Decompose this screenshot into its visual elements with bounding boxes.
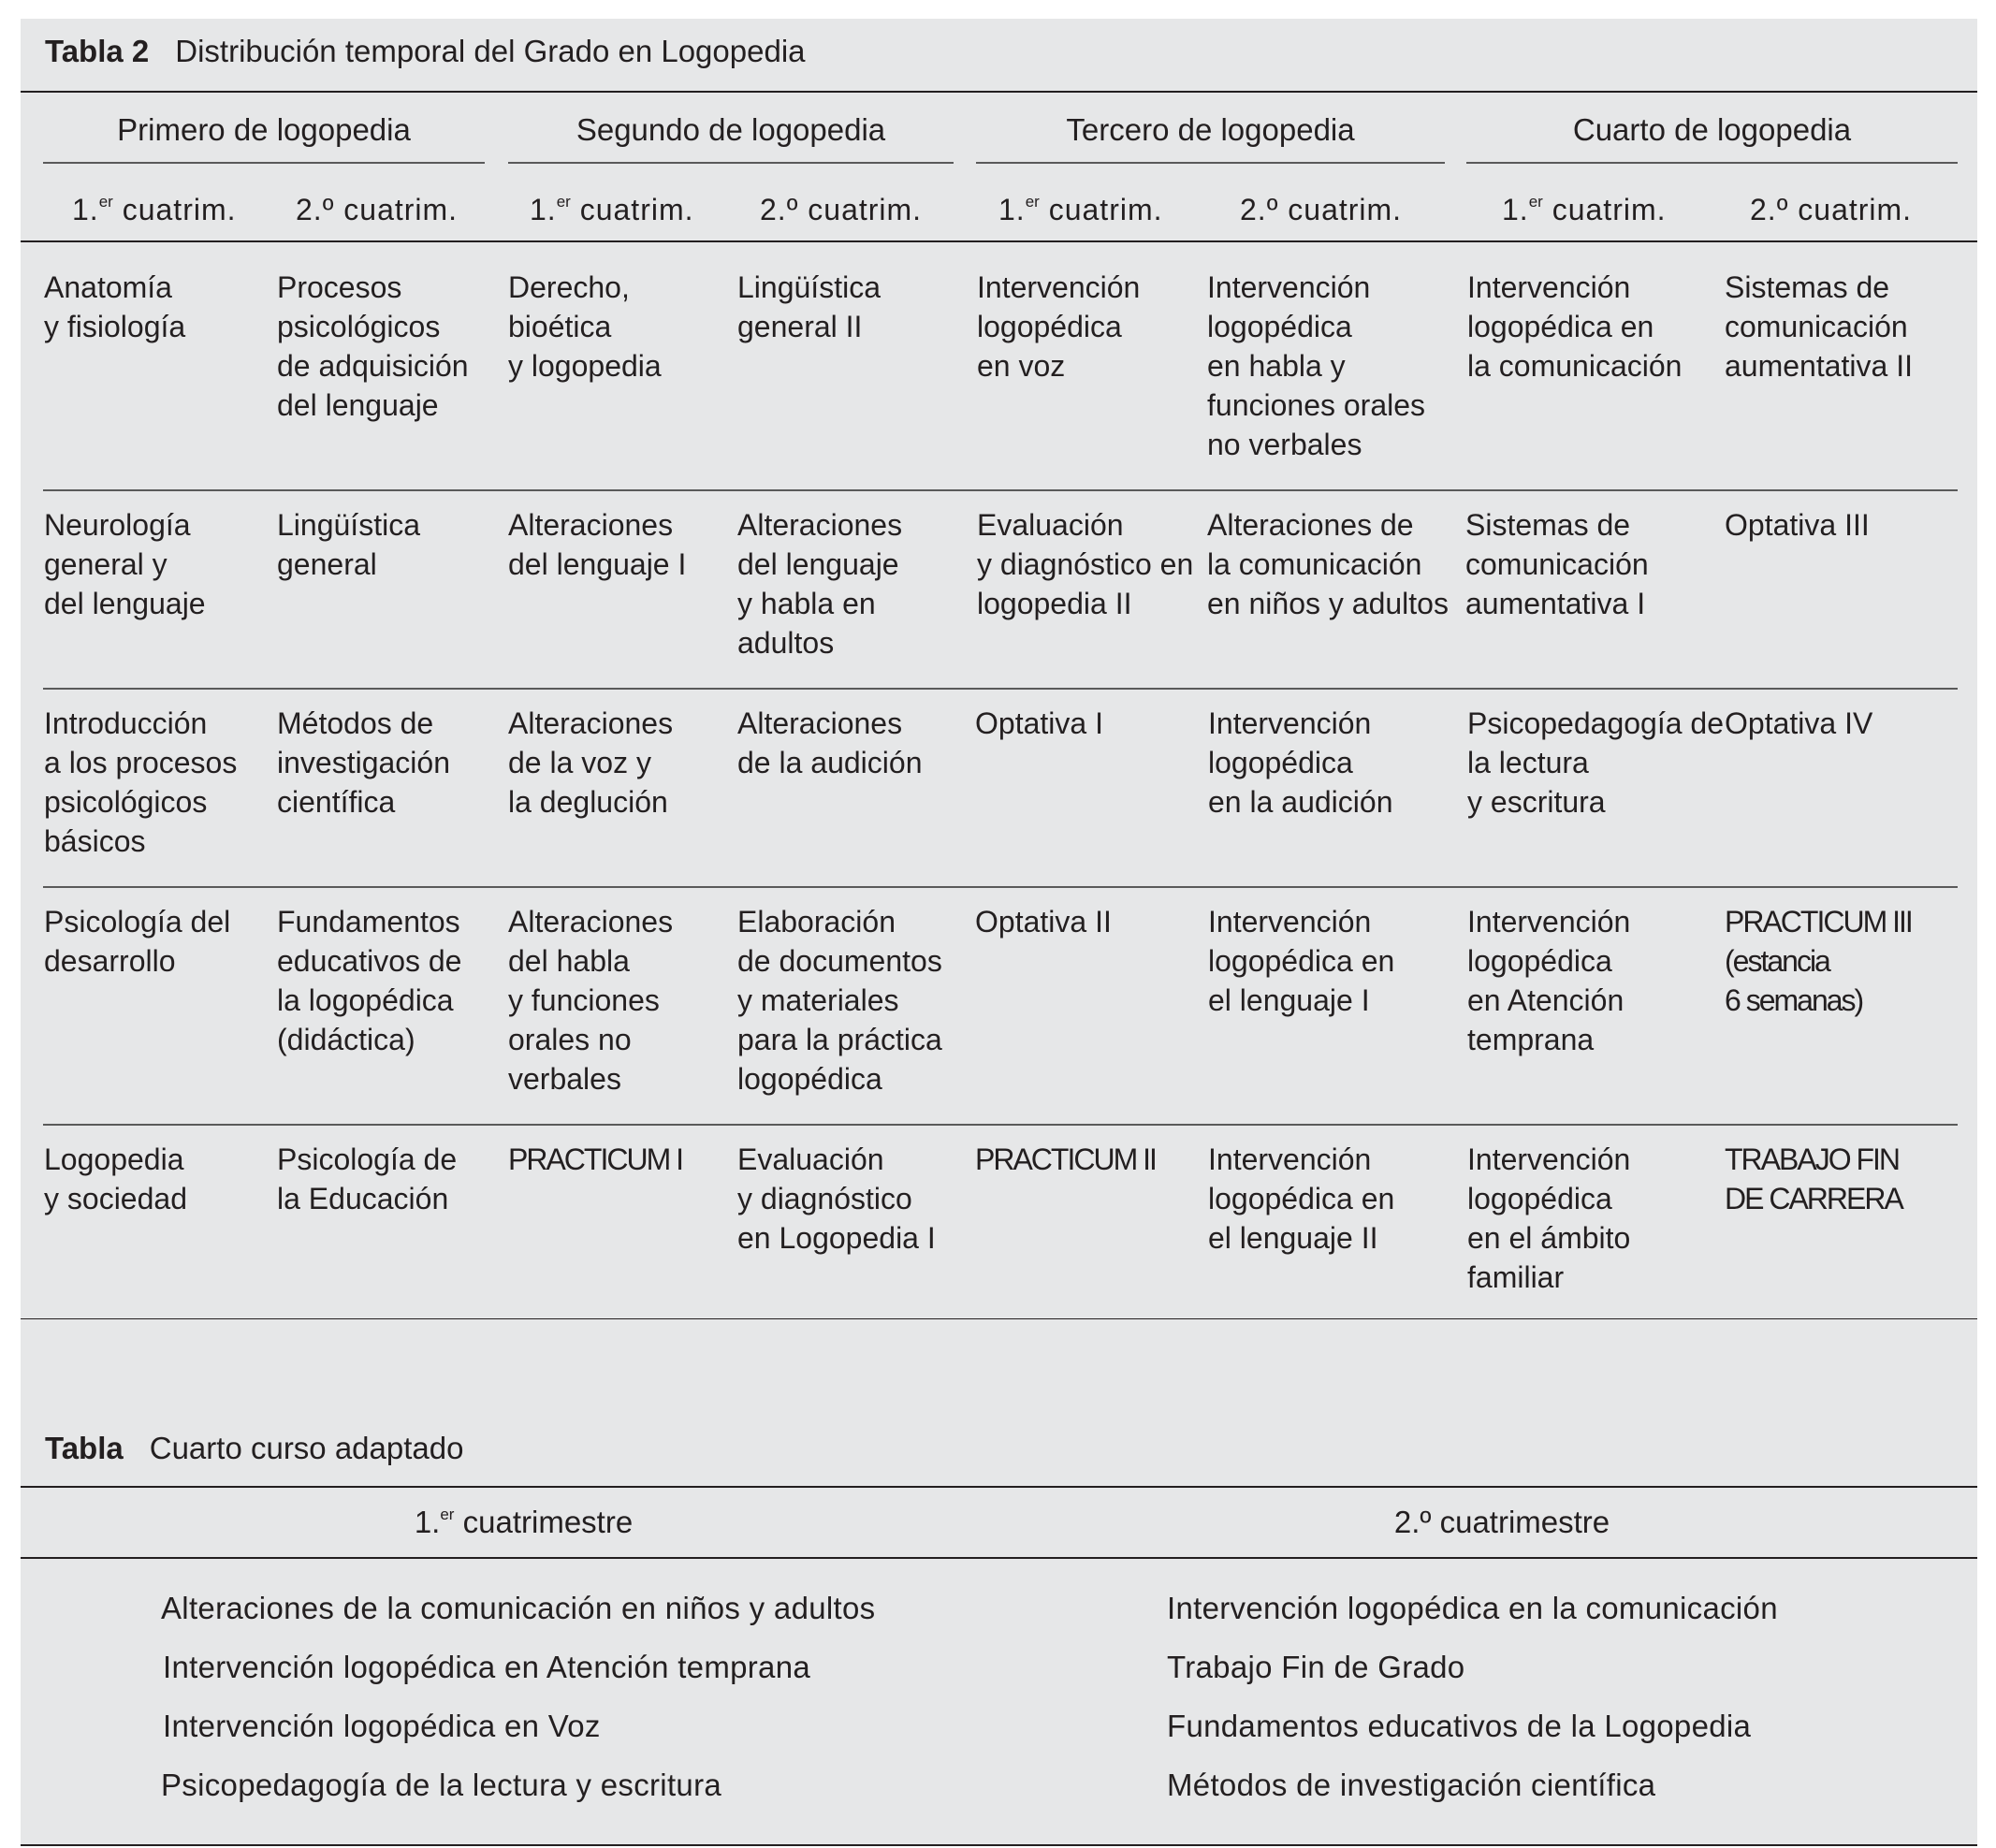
table-cell: Optativa I <box>975 706 1103 740</box>
list-item: Alteraciones de la comunicación en niños y adultos <box>161 1591 876 1625</box>
semester-header: 1.$^{er}$ cuatrim. <box>998 193 1163 226</box>
year-rule-4 <box>1466 162 1958 164</box>
rule-top <box>21 91 1977 93</box>
table-cell: Intervención logopédica en el lenguaje I <box>1208 905 1395 1017</box>
table-cell: Intervención logopédica en el lenguaje II <box>1208 1142 1395 1255</box>
year-header-2: Segundo de logopedia <box>575 112 886 147</box>
table2-label: Tabla <box>45 1431 124 1465</box>
table-cell: Intervención logopédica en el ámbito familiar <box>1467 1142 1631 1294</box>
table-cell: Anatomía y fisiología <box>44 270 186 343</box>
table-title: Distribución temporal del Grado en Logopedia <box>175 34 806 68</box>
table-cell: Elaboración de documentos y materiales para la práctica logopédica <box>737 905 942 1096</box>
list-item: Intervención logopédica en la comunicación <box>1167 1591 1778 1625</box>
table-label: Tabla 2 <box>45 34 150 68</box>
rule-bottom-2 <box>21 1844 1977 1846</box>
table-cell: Introducción a los procesos psicológicos básicos <box>44 706 238 858</box>
table-cell: Alteraciones del habla y funciones orales no verbales <box>508 905 674 1096</box>
table-cell: Intervención logopédica en la comunicación <box>1467 270 1683 383</box>
row-separator <box>43 886 1958 888</box>
list-item: Trabajo Fin de Grado <box>1167 1650 1465 1684</box>
row-separator <box>43 1124 1958 1126</box>
list-item: Intervención logopédica en Voz <box>163 1709 601 1743</box>
row-separator <box>43 489 1958 491</box>
table-cell: Lingüística general II <box>737 270 881 343</box>
table-cuarto-curso-adaptado <box>21 1319 1977 1845</box>
table-cell: Evaluación y diagnóstico en logopedia II <box>977 508 1194 620</box>
year-rule-2 <box>508 162 954 164</box>
table-cell: Intervención logopédica en voz <box>977 270 1141 383</box>
column-header-1: 1.$^{er}$ cuatrimestre <box>414 1505 634 1539</box>
table-cell: Alteraciones de la comunicación en niños y adultos <box>1207 508 1449 620</box>
row-separator <box>43 688 1958 690</box>
rule-header-bottom <box>21 240 1977 242</box>
table-cell: Psicología del desarrollo <box>44 905 231 978</box>
table-cell: Sistemas de comunicación aumentativa II <box>1725 270 1913 383</box>
table-cell: PRACTICUM II <box>975 1142 1156 1176</box>
table-cell: Optativa IV <box>1725 706 1873 740</box>
year-header-1: Primero de logopedia <box>117 112 411 147</box>
table-cell: Optativa II <box>975 905 1112 939</box>
table-cell: Psicología de la Educación <box>277 1142 458 1215</box>
table-cell: Alteraciones de la voz y la deglución <box>508 706 674 819</box>
table2-title: Cuarto curso adaptado <box>149 1431 464 1465</box>
semester-header: 1.$^{er}$ cuatrim. <box>72 193 237 226</box>
table-cell: Logopedia y sociedad <box>44 1142 187 1215</box>
table-cell: Psicopedagogía de la lectura y escritura <box>1467 706 1724 819</box>
semester-header: 2.º cuatrim. <box>760 193 923 226</box>
semester-header: 1.$^{er}$ cuatrim. <box>530 193 694 226</box>
table-cell: Alteraciones del lenguaje I <box>508 508 687 581</box>
table2-caption <box>45 1431 463 1466</box>
table-cell: PRACTICUM III (estancia 6 semanas) <box>1725 905 1912 1017</box>
table-cell: Alteraciones del lenguaje y habla en adultos <box>737 508 903 660</box>
list-item: Fundamentos educativos de la Logopedia <box>1167 1709 1752 1743</box>
table-cell: Optativa III <box>1725 508 1870 542</box>
year-rule-3 <box>976 162 1445 164</box>
table-cell: Sistemas de comunicación aumentativa I <box>1465 508 1649 620</box>
table-cell: Derecho, bioética y logopedia <box>508 270 662 383</box>
year-rule-1 <box>43 162 485 164</box>
rule-top-2 <box>21 1486 1977 1488</box>
list-item: Psicopedagogía de la lectura y escritura <box>161 1768 722 1802</box>
table-cell: Fundamentos educativos de la logopédica (didáctica) <box>277 905 462 1056</box>
table-cell: Alteraciones de la audición <box>737 706 923 779</box>
table-cell: TRABAJO FIN DE CARRERA <box>1725 1142 1902 1215</box>
column-header-2: 2.º cuatrimestre <box>1393 1505 1610 1539</box>
list-item: Métodos de investigación científica <box>1167 1768 1656 1802</box>
table-cell: Intervención logopédica en Atención temprana <box>1467 905 1631 1056</box>
table-cell: Neurología general y del lenguaje <box>44 508 206 620</box>
year-header-3: Tercero de logopedia <box>1066 112 1355 147</box>
list-item: Intervención logopédica en Atención temprana <box>163 1650 811 1684</box>
table-cell: Métodos de investigación científica <box>277 706 450 819</box>
table-cell: Intervención logopédica en habla y funciones orales no verbales <box>1207 270 1426 461</box>
rule-header-bottom-2 <box>21 1557 1977 1559</box>
table-cell: Procesos psicológicos de adquisición del lenguaje <box>277 270 469 422</box>
semester-header: 2.º cuatrim. <box>1750 193 1913 226</box>
year-header-4: Cuarto de logopedia <box>1572 112 1852 147</box>
semester-header: 2.º cuatrim. <box>296 193 459 226</box>
table-cell: Intervención logopédica en la audición <box>1208 706 1393 819</box>
semester-header: 2.º cuatrim. <box>1240 193 1403 226</box>
table-cell: Evaluación y diagnóstico en Logopedia I <box>737 1142 936 1255</box>
table-cell: Lingüística general <box>277 508 420 581</box>
semester-header: 1.$^{er}$ cuatrim. <box>1502 193 1667 226</box>
table-caption <box>45 34 806 69</box>
table-cell: PRACTICUM I <box>508 1142 682 1176</box>
